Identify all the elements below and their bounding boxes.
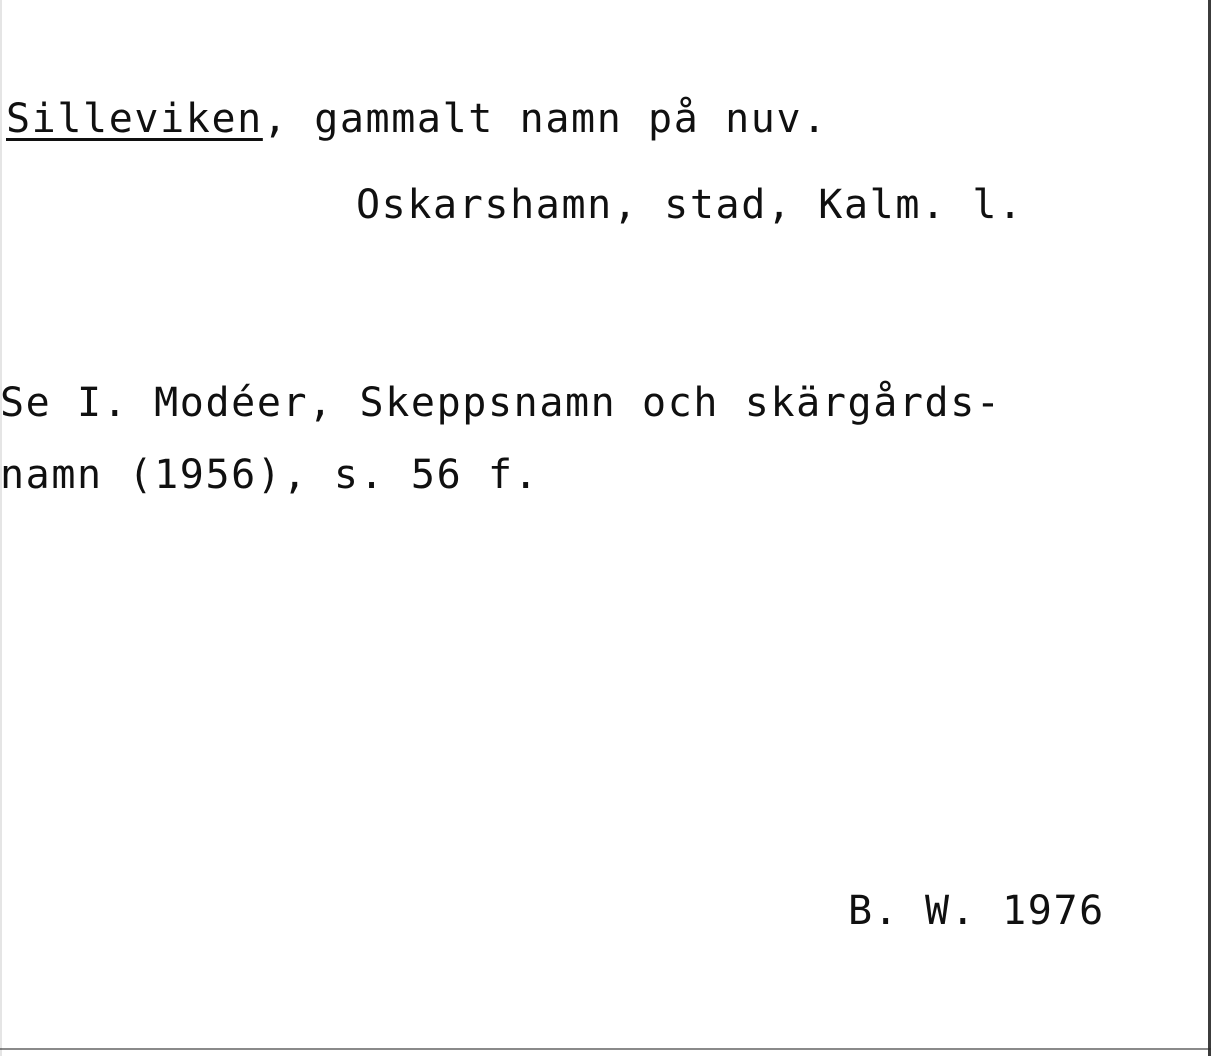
reference-line-1: Se I. Modéer, Skeppsnamn och skärgårds-	[0, 380, 1002, 426]
card-left-edge	[0, 0, 2, 1056]
headword-line	[6, 96, 828, 142]
headword-continuation: Oskarshamn, stad, Kalm. l.	[356, 182, 1024, 228]
card-bottom-edge	[0, 1048, 1211, 1050]
card-right-edge	[1208, 0, 1211, 1056]
headword: Silleviken	[6, 96, 263, 142]
headword-gloss: , gammalt namn på nuv.	[262, 96, 828, 142]
signature: B. W. 1976	[848, 888, 1105, 934]
reference-line-2: namn (1956), s. 56 f.	[0, 452, 540, 498]
